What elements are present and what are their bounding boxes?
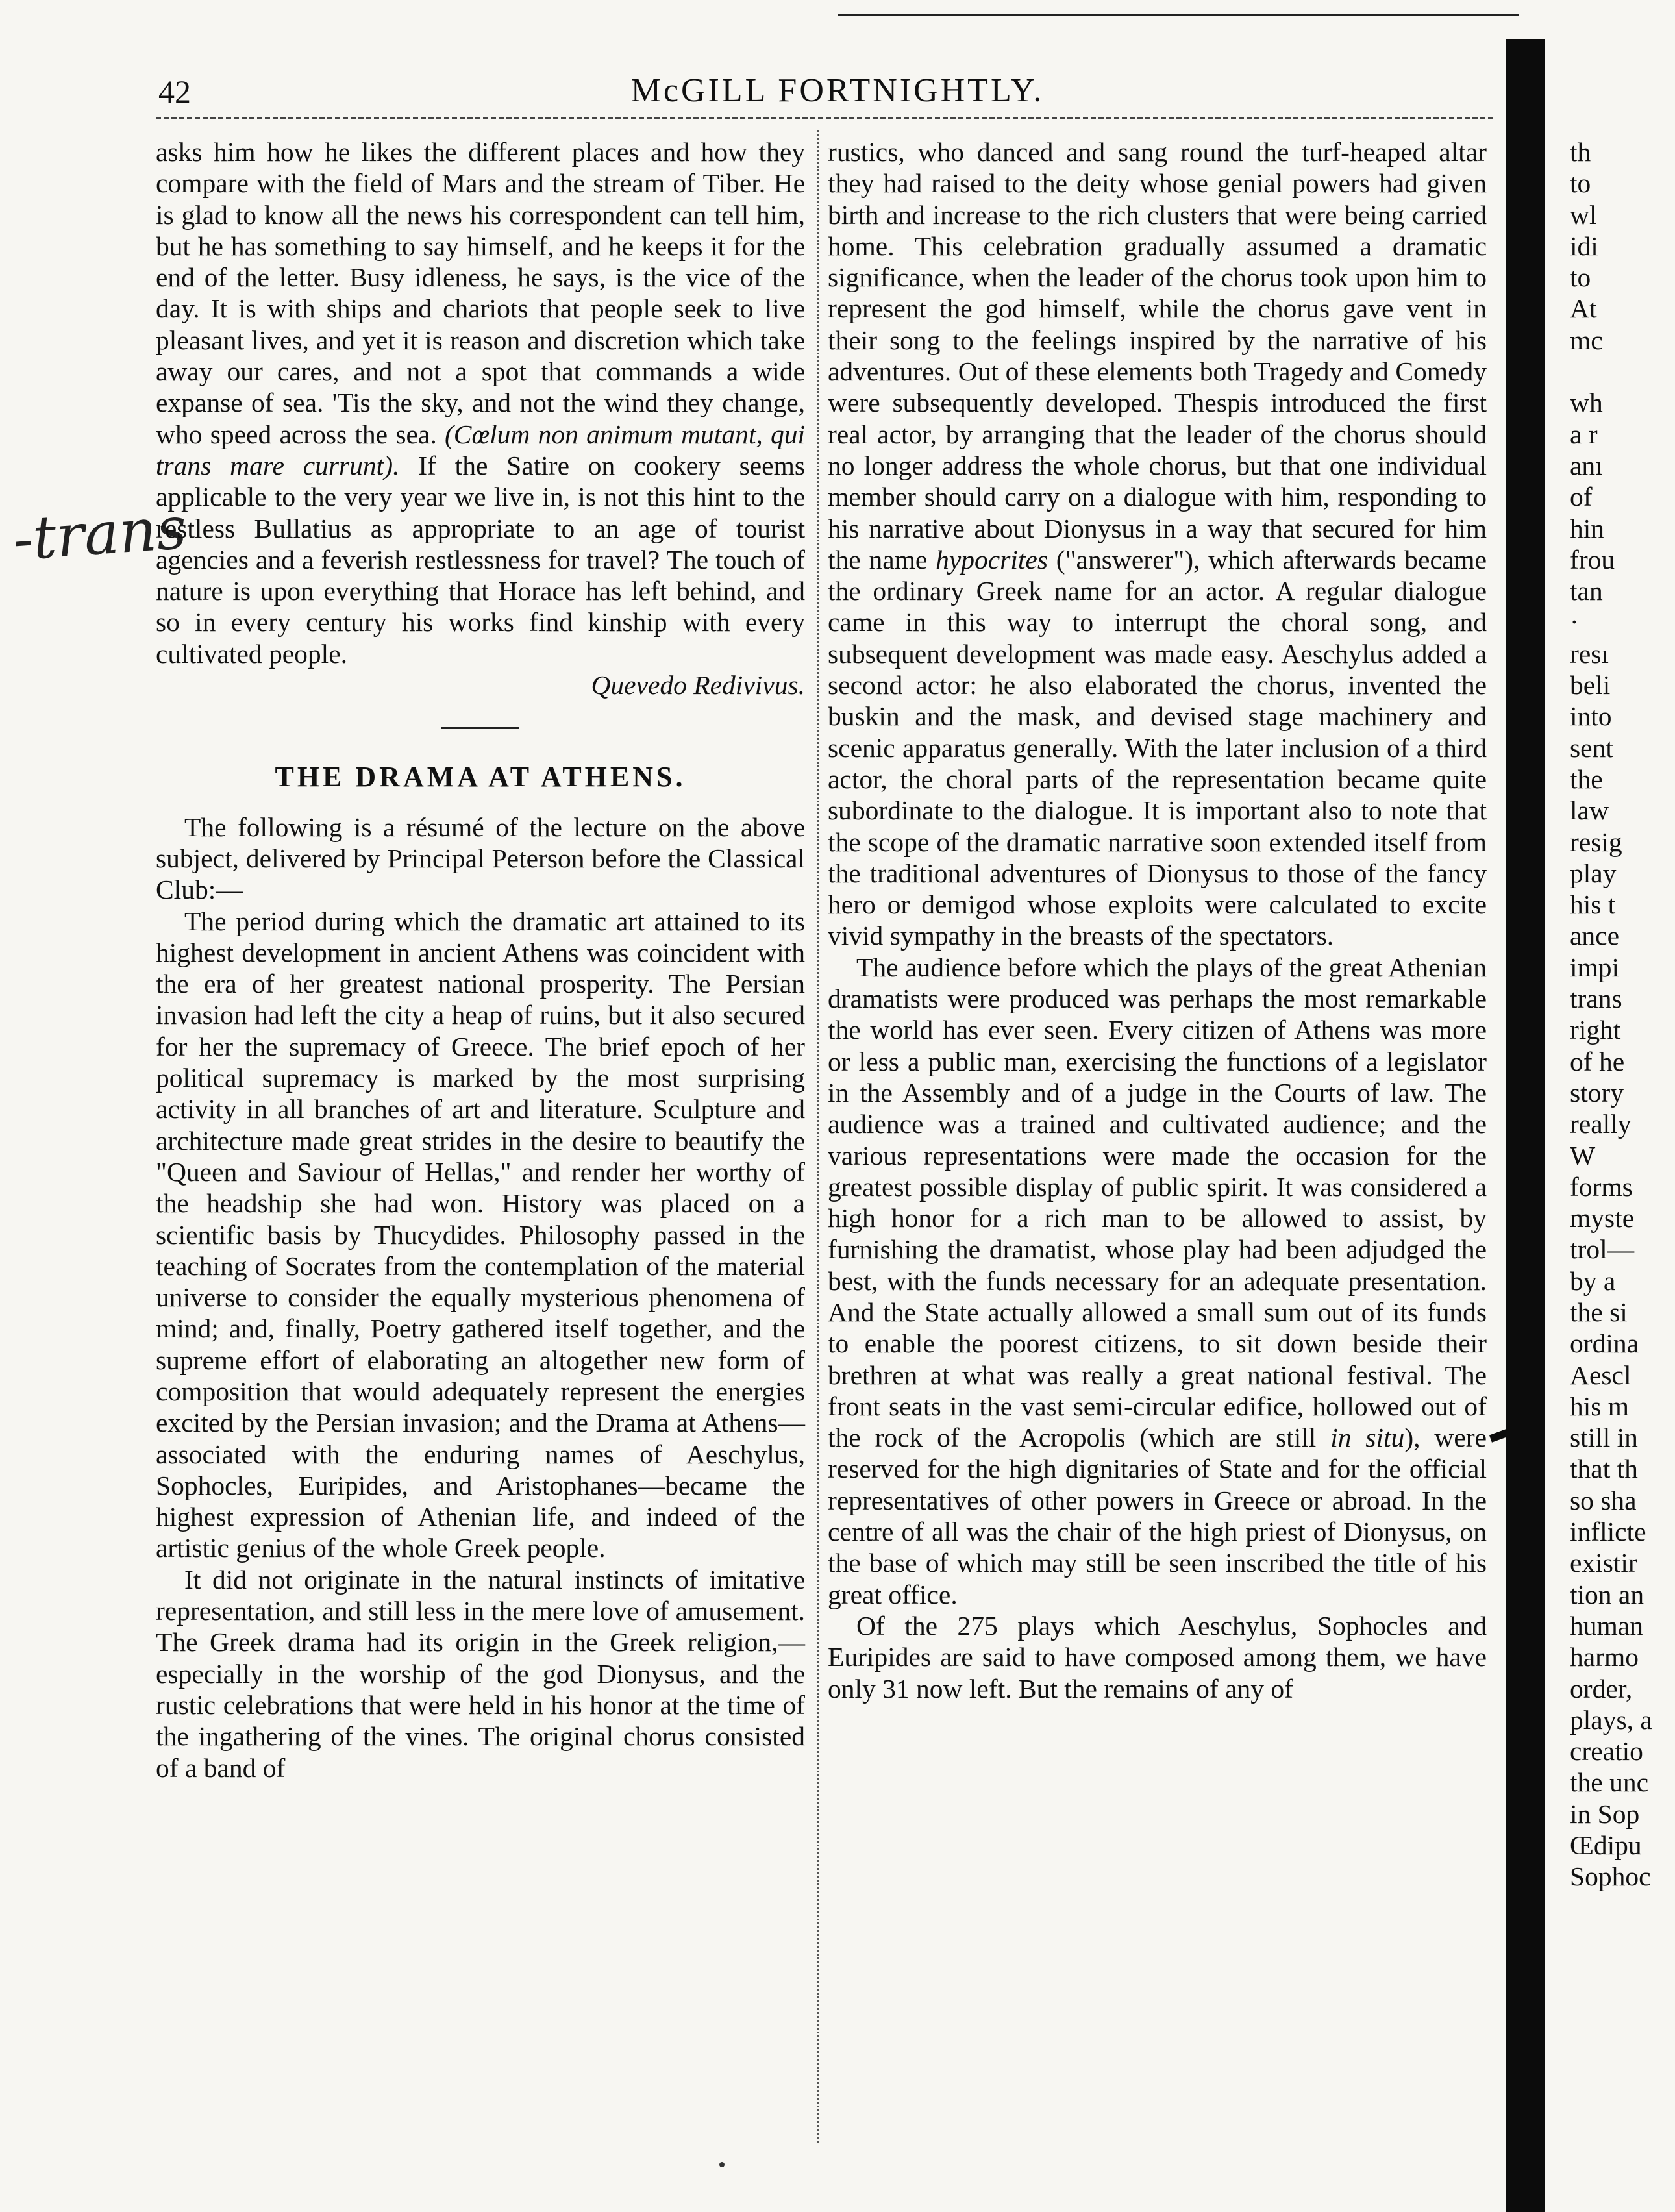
left-column bbox=[156, 136, 805, 1783]
next-page-fragment: human bbox=[1570, 1610, 1643, 1641]
next-page-fragment: ance bbox=[1570, 921, 1620, 951]
next-page-fragment: · bbox=[1570, 607, 1579, 638]
page-number: 42 bbox=[158, 73, 191, 110]
next-page-fragment: trans bbox=[1570, 984, 1622, 1014]
next-page-fragment: anı bbox=[1570, 450, 1603, 480]
next-page-fragment: of bbox=[1570, 482, 1593, 512]
next-page-fragment: that th bbox=[1570, 1454, 1638, 1484]
right-column bbox=[828, 136, 1487, 1704]
next-page-fragment: beli bbox=[1570, 670, 1611, 701]
next-page-fragment: frou bbox=[1570, 544, 1615, 575]
greek-term: hypocrites bbox=[936, 544, 1048, 575]
next-page-fragment: tion an bbox=[1570, 1579, 1644, 1609]
latin-term: in situ bbox=[1330, 1423, 1405, 1453]
section-title: THE DRAMA AT ATHENS. bbox=[275, 761, 686, 793]
signature: Quevedo Redivivus. bbox=[591, 670, 805, 701]
next-page-fragment: Sophoc bbox=[1570, 1861, 1651, 1892]
paragraph: rustics, who danced and sang round the turf-heaped altar they had raised to the deity whose genial powers had given birth and increase to the rich clusters that were being carried home. This celebration gradually assumed a dramatic significance, when the leader of the chorus took upon him to represent the god himself, while the chorus gave vent in their song to the feelings inspired by the narrative of his adventures. Out of these elements both Tragedy and Comedy were subsequently developed. Thespis introduced the first real actor, by arranging that the leader of the chorus should no longer address the whole chorus, but that one individual member should carry on a dialogue with him, responding to his narrative about Dionysus in a way that secured for him the name hypocrites ("answerer"), which afterwards became the ordinary Greek name for an actor. A regular dialogue came in this way to interrupt the choral song, and subsequent development was made easy. Aeschylus added a second actor: he also elaborated the chorus, invented the buskin and the mask, and devised stage machinery and scenic apparatus generally. With the later inclusion of a third actor, the choral parts of the representation became quite subordinate to the dialogue. It is important also to note that the scope of the dramatic narrative soon extended itself from the traditional adventures of Dionysus to those of the fancy hero or demigod whose exploits were calculated to excite vivid sympathy in the breasts of the spectators. bbox=[828, 137, 1487, 951]
paragraph: The audience before which the plays of the great Athenian dramatists were produced was perhaps the most remarkable the world has ever seen. Every citizen of Athens was more or less a public man, exercising the functions of a legislator in the Assembly and of a judge in the Courts of law. The audience was a trained and cultivated audience; and the various representations were made the occasion for the greatest possible display of public spirit. It was considered a high honor for a rich man to be allowed to assist, by furnishing the dramatist, whose play had been adjudged the best, with the funds necessary for an adequate presentation. And the State actually allowed a small sum out of its funds to enable the poorest citizens, to sit down beside their brethren at what was really a great national festival. The front seats in the vast semi-circular edifice, hollowed out of the rock of the Acropolis (which are still in situ), were reserved for the high dignitaries of State and for the official representatives of other powers in Greece or abroad. In the centre of all was the chair of the high priest of Dionysus, on the base of which may still be seen inscribed the title of his great office. bbox=[828, 952, 1487, 1609]
next-page-fragment bbox=[1570, 356, 1675, 387]
next-page-fragment: Aescl bbox=[1570, 1360, 1632, 1390]
next-page-fragment: creatio bbox=[1570, 1736, 1643, 1767]
next-page-fragment: wl bbox=[1570, 199, 1597, 230]
next-page-fragment: wh bbox=[1570, 388, 1603, 418]
next-page-fragment: right bbox=[1570, 1015, 1621, 1045]
latin-quote: (Cœlum non animum mutant, qui trans mare currunt). bbox=[156, 419, 806, 480]
next-page-fragment: his m bbox=[1570, 1391, 1630, 1421]
next-page-fragment: myste bbox=[1570, 1203, 1635, 1234]
paragraph: The following is a résumé of the lecture on the above subject, delivered by Principal Peterson before the Classical Club:— bbox=[156, 812, 805, 905]
next-page-fragment: At bbox=[1570, 293, 1597, 324]
next-page-fragment: really bbox=[1570, 1109, 1632, 1139]
next-page-fragment: story bbox=[1570, 1077, 1624, 1108]
next-page-fragment: to bbox=[1570, 168, 1591, 199]
next-page-fragment: W bbox=[1570, 1140, 1596, 1171]
next-page-fragment: resı bbox=[1570, 638, 1609, 669]
next-page-fragment: in Sop bbox=[1570, 1798, 1640, 1829]
next-page-fragment: a r bbox=[1570, 419, 1598, 449]
next-page-fragment: law bbox=[1570, 795, 1609, 826]
next-page-fragment: to bbox=[1570, 262, 1591, 293]
next-page-fragment: play bbox=[1570, 858, 1617, 888]
next-page-fragment: ordina bbox=[1570, 1328, 1639, 1359]
next-page-fragment: by a bbox=[1570, 1265, 1616, 1296]
next-page-fragment: forms bbox=[1570, 1171, 1633, 1202]
next-page-fragment: into bbox=[1570, 701, 1612, 732]
scan-edge-shadow bbox=[1506, 39, 1545, 2212]
header-top-rule bbox=[838, 14, 1519, 16]
next-page-fragment-column bbox=[1570, 136, 1675, 1893]
next-page-fragment: the unc bbox=[1570, 1767, 1648, 1798]
ink-dot bbox=[719, 2162, 725, 2167]
handwritten-margin-note: -trans bbox=[10, 493, 189, 575]
next-page-fragment: plays, a bbox=[1570, 1704, 1652, 1735]
column-divider bbox=[817, 130, 819, 2143]
next-page-fragment: hin bbox=[1570, 513, 1605, 543]
paragraph: It did not originate in the natural instincts of imitative representation, and still less in the mere love of amusement. The Greek drama had its origin in the Greek religion,—especially in the worship of the god Dionysus, and the rustic celebrations that were held in his honor at the time of the ingathering of the vines. The original chorus consisted of a band of bbox=[156, 1564, 805, 1783]
next-page-fragment: of he bbox=[1570, 1046, 1625, 1076]
next-page-fragment: resig bbox=[1570, 826, 1622, 857]
next-page-fragment: impi bbox=[1570, 952, 1620, 982]
section-divider bbox=[441, 727, 519, 729]
next-page-fragment: tan bbox=[1570, 576, 1603, 606]
next-page-fragment: harmo bbox=[1570, 1642, 1639, 1672]
next-page-fragment: so sha bbox=[1570, 1485, 1637, 1515]
next-page-fragment: trol— bbox=[1570, 1234, 1635, 1265]
paragraph: Of the 275 plays which Aeschylus, Sophocles and Euripides are said to have composed among them, we have only 31 now left. But the remains of any of bbox=[828, 1610, 1487, 1704]
next-page-fragment: sent bbox=[1570, 732, 1613, 763]
running-head: McGILL FORTNIGHTLY. bbox=[630, 72, 1045, 109]
next-page-fragment: th bbox=[1570, 137, 1591, 167]
next-page-fragment: the si bbox=[1570, 1297, 1628, 1327]
next-page-fragment: inflicte bbox=[1570, 1517, 1646, 1547]
header-rule bbox=[156, 117, 1493, 119]
next-page-fragment: his t bbox=[1570, 889, 1616, 920]
next-page-fragment: the bbox=[1570, 764, 1603, 794]
paragraph: The period during which the dramatic art attained to its highest development in ancient Athens was coincident with the era of her greatest national prosperity. The Persian invasion had left the city a heap of ruins, but it also secured for her the supremacy of Greece. The brief epoch of her political supremacy is marked by the most surprising activity in all branches of art and literature. Sculpture and architecture made great strides in the desire to beautify the "Queen and Saviour of Hellas," and render her worthy of the headship she had won. History was placed on a scientific basis by Thucydides. Philosophy passed in the teaching of Socrates from the contemplation of the material universe to consider the equally mysterious phenomena of mind; and, finally, Poetry gathered itself together, and the supreme effort of elaborating an altogether new form of composition that would adequately represent the energies excited by the Persian invasion; and the Drama at Athens—associated with the enduring names of Aeschylus, Sophocles, Euripides, and Aristophanes—became the highest expression of Athenian life, and indeed of the artistic genius of the whole Greek people. bbox=[156, 906, 805, 1563]
next-page-fragment: existir bbox=[1570, 1548, 1637, 1578]
next-page-fragment: still in bbox=[1570, 1423, 1638, 1453]
next-page-fragment: mc bbox=[1570, 325, 1603, 355]
next-page-fragment: Œdipu bbox=[1570, 1830, 1642, 1861]
next-page-fragment: order, bbox=[1570, 1673, 1633, 1704]
next-page-fragment: idi bbox=[1570, 230, 1598, 261]
paragraph: asks him how he likes the different places and how they compare with the field of Mars and the stream of Tiber. He is glad to know all the news his correspondent can tell him, but he has something to say himself, and he keeps it for the end of the letter. Busy idleness, he says, is the vice of the day. It is with ships and chariots that people seek to live pleasant lives, and yet it is reason and discretion which take away our cares, and not a spot that commands a wide expanse of sea. 'Tis the sky, and not the wind they change, who speed across the sea. (Cœlum non animum mutant, qui trans mare currunt). If the Satire on cookery seems applicable to the very year we live in, is not this hint to the restless Bullatius as appropriate to an age of tourist agencies and a feverish restlessness for travel? The touch of nature is upon everything that Horace has left behind, and so in every century his works find kinship with every cultivated people. bbox=[156, 137, 806, 669]
